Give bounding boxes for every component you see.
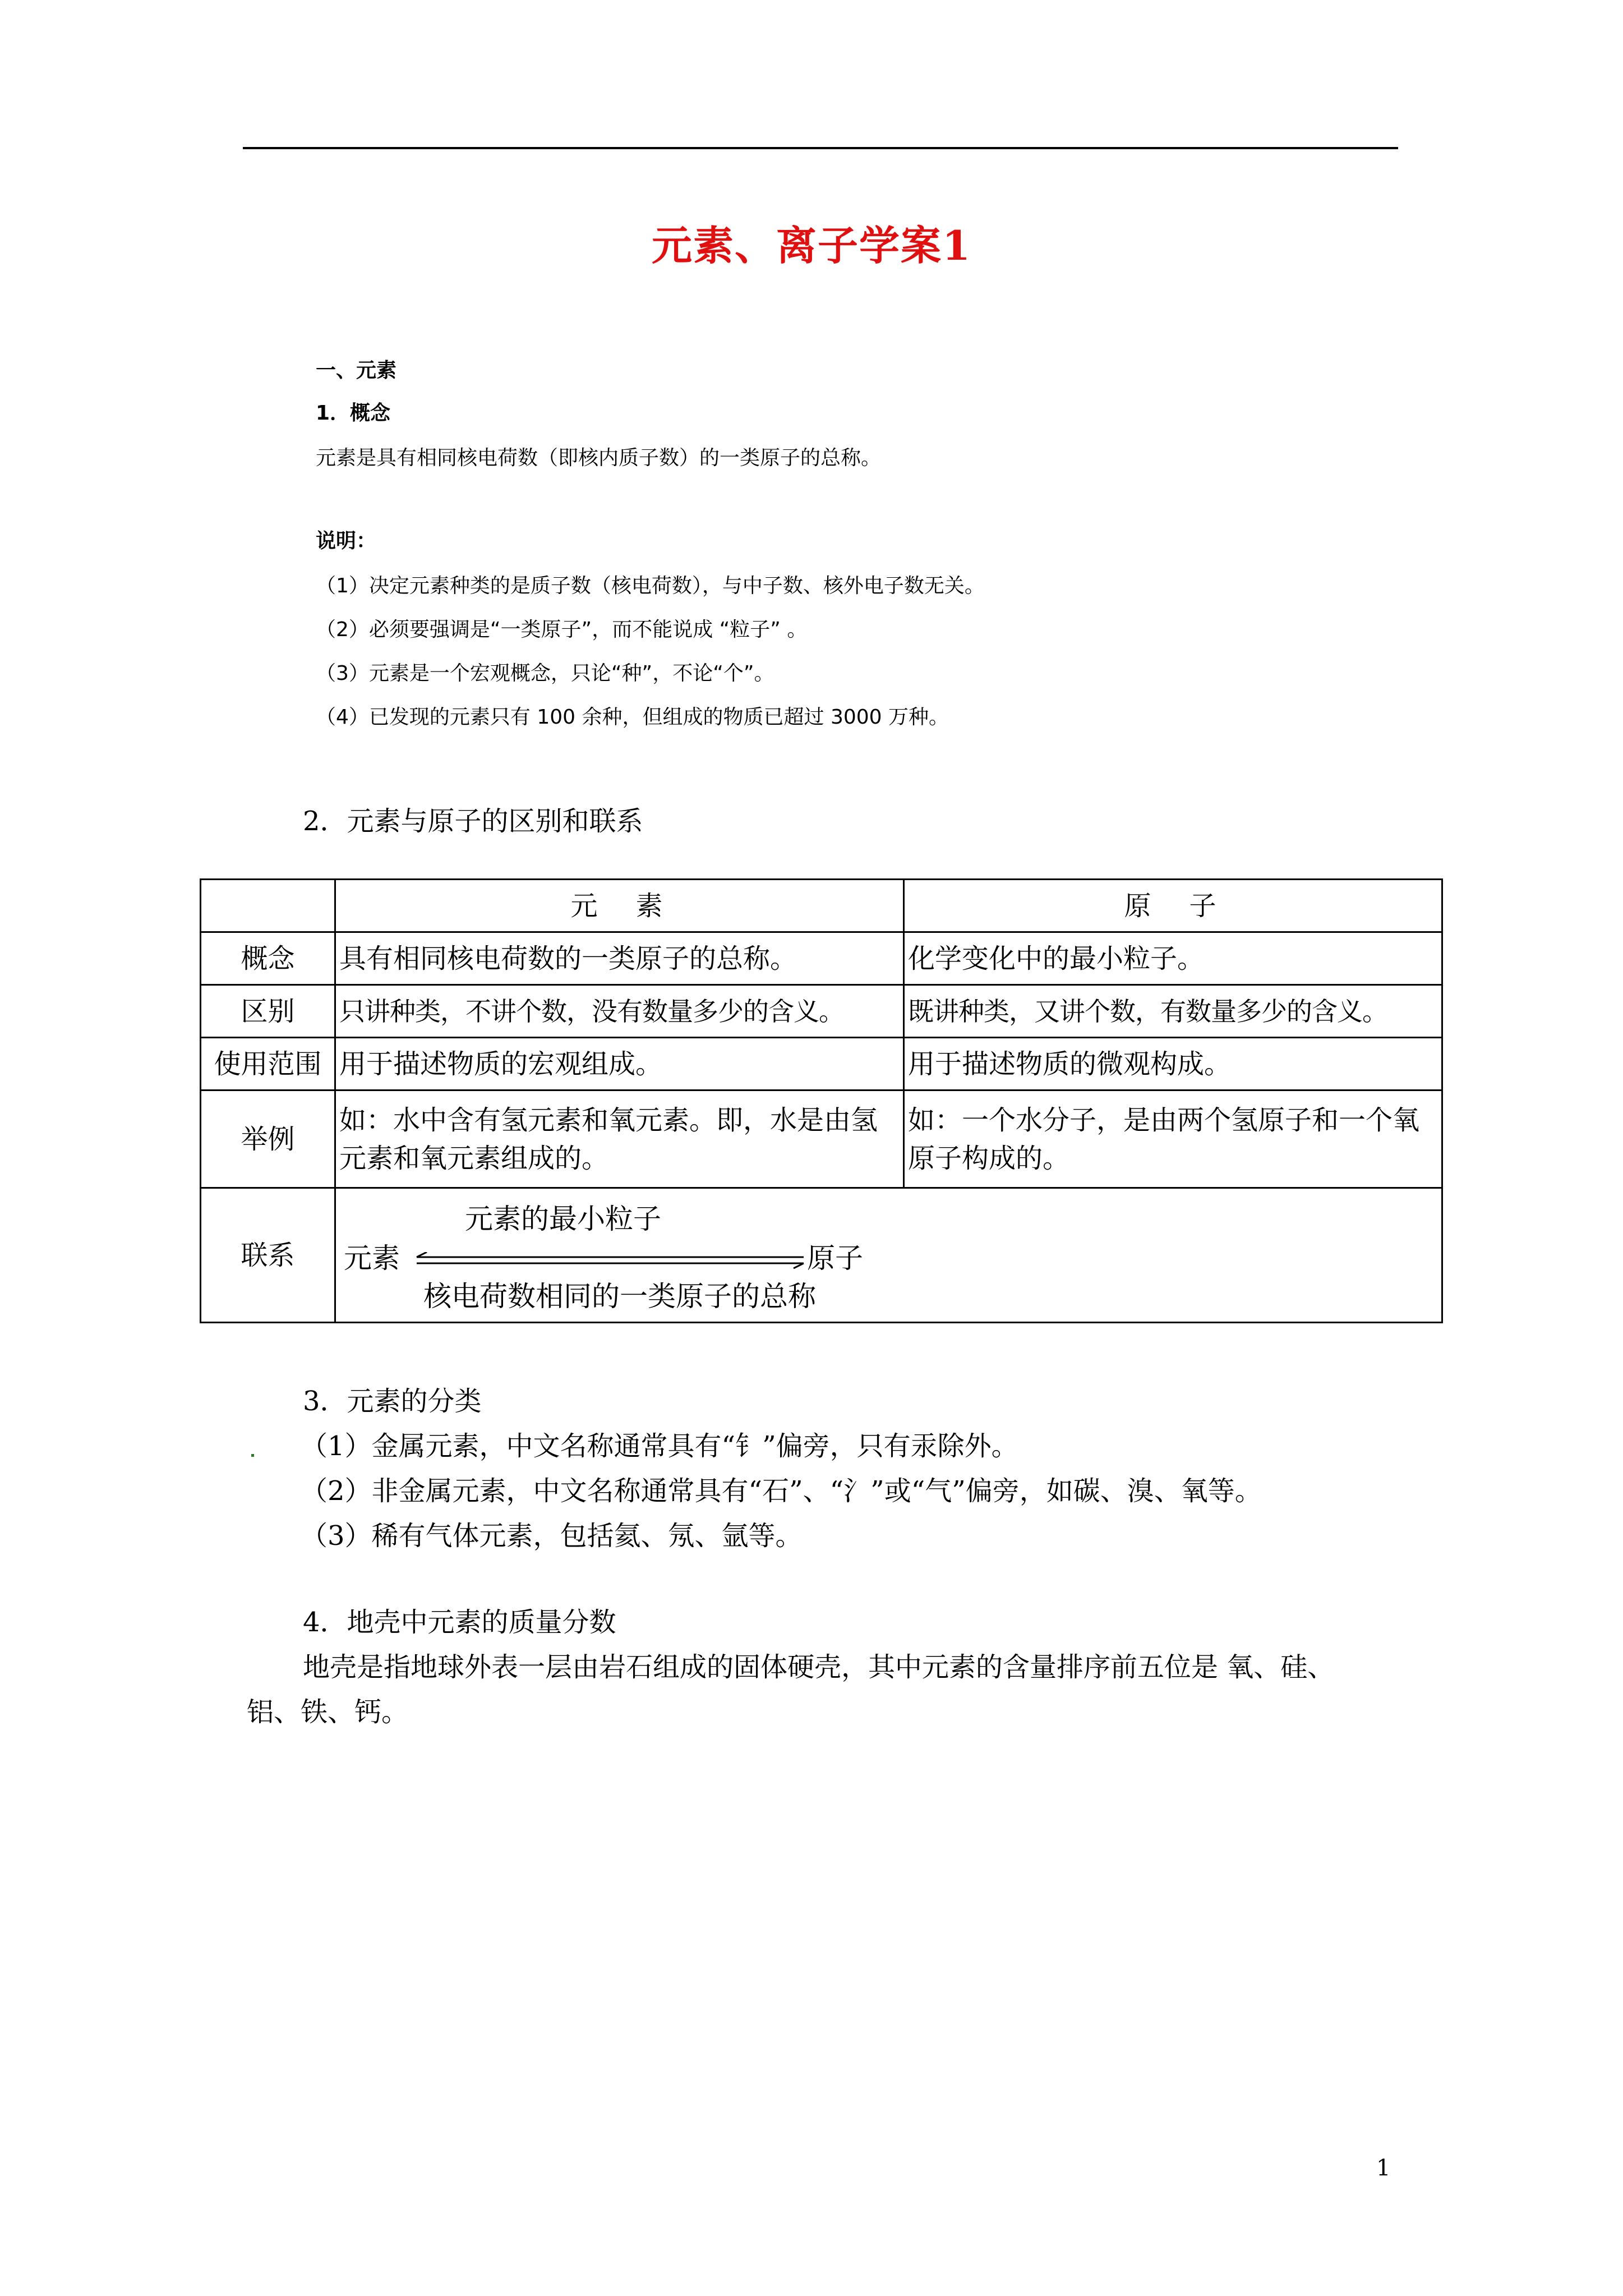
section1-definition: 元素是具有相同核电荷数（即核内质子数）的一类原子的总称。 — [316, 447, 882, 470]
section3-heading: 3．元素的分类 — [303, 1386, 482, 1417]
section2-heading: 2．元素与原子的区别和联系 — [303, 806, 643, 837]
row-label: 概念 — [201, 932, 335, 985]
classification-item: （2）非金属元素，中文名称通常具有“石”、“氵”或“气”偏旁，如碳、溴、氧等。 — [301, 1475, 1262, 1507]
table-row — [201, 932, 1442, 985]
link-diagram — [336, 1189, 1441, 1322]
table-header-row — [201, 880, 1442, 932]
page-title: 元素、离子学案1 — [651, 222, 972, 269]
section1-sub: 1．概念 — [316, 402, 391, 425]
row-label: 举例 — [201, 1091, 335, 1188]
note-item: （1）决定元素种类的是质子数（核电荷数），与中子数、核外电子数无关。 — [316, 574, 985, 597]
table-header-cell: 元 素 — [335, 880, 904, 932]
atom-cell: 用于描述物质的微观构成。 — [904, 1038, 1442, 1091]
link-bottom-label: 核电荷数相同的一类原子的总称 — [423, 1280, 816, 1313]
element-cell: 具有相同核电荷数的一类原子的总称。 — [335, 932, 904, 985]
row-label: 联系 — [201, 1188, 335, 1323]
element-cell: 用于描述物质的宏观组成。 — [335, 1038, 904, 1091]
row-label: 使用范围 — [201, 1038, 335, 1091]
table-row — [201, 1038, 1442, 1091]
atom-cell: 既讲种类，又讲个数，有数量多少的含义。 — [904, 985, 1442, 1038]
section1-note-label: 说明： — [316, 530, 377, 553]
note-item: （3）元素是一个宏观概念，只论“种”，不论“个”。 — [316, 662, 774, 685]
table-row-link — [201, 1188, 1442, 1323]
atom-cell: 化学变化中的最小粒子。 — [904, 932, 1442, 985]
classification-item: （1）金属元素，中文名称通常具有“钅”偏旁，只有汞除外。 — [301, 1430, 1018, 1462]
element-cell: 只讲种类，不讲个数，没有数量多少的含义。 — [335, 985, 904, 1038]
section1-heading: 一、元素 — [316, 359, 397, 382]
section4-heading: 4．地壳中元素的质量分数 — [303, 1607, 616, 1638]
table-header-cell: 原 子 — [904, 880, 1442, 932]
link-top-label: 元素的最小粒子 — [465, 1202, 661, 1235]
section4-line2: 铝、铁、钙。 — [247, 1696, 409, 1728]
double-arrow-icon — [414, 1252, 807, 1269]
link-diagram-cell — [335, 1188, 1442, 1323]
decorative-dot — [251, 1454, 254, 1457]
page-number: 1 — [1376, 2155, 1391, 2181]
table-row — [201, 1091, 1442, 1188]
table-header-cell — [201, 880, 335, 932]
link-right-label: 原子 — [807, 1241, 863, 1274]
comparison-table — [200, 878, 1443, 1323]
link-left-label: 元素 — [344, 1241, 400, 1274]
atom-cell: 如：一个水分子，是由两个氢原子和一个氧原子构成的。 — [904, 1091, 1442, 1188]
row-label: 区别 — [201, 985, 335, 1038]
classification-item: （3）稀有气体元素，包括氦、氖、氩等。 — [301, 1520, 803, 1552]
note-item: （4）已发现的元素只有 100 余种，但组成的物质已超过 3000 万种。 — [316, 706, 949, 729]
header-rule — [243, 147, 1398, 149]
note-item: （2）必须要强调是“一类原子”，而不能说成 “粒子” 。 — [316, 618, 808, 641]
element-cell: 如：水中含有氢元素和氧元素。即，水是由氢元素和氧元素组成的。 — [335, 1091, 904, 1188]
section4-line1: 地壳是指地球外表一层由岩石组成的固体硬壳，其中元素的含量排序前五位是 氧、硅、 — [303, 1651, 1335, 1683]
table-row — [201, 985, 1442, 1038]
